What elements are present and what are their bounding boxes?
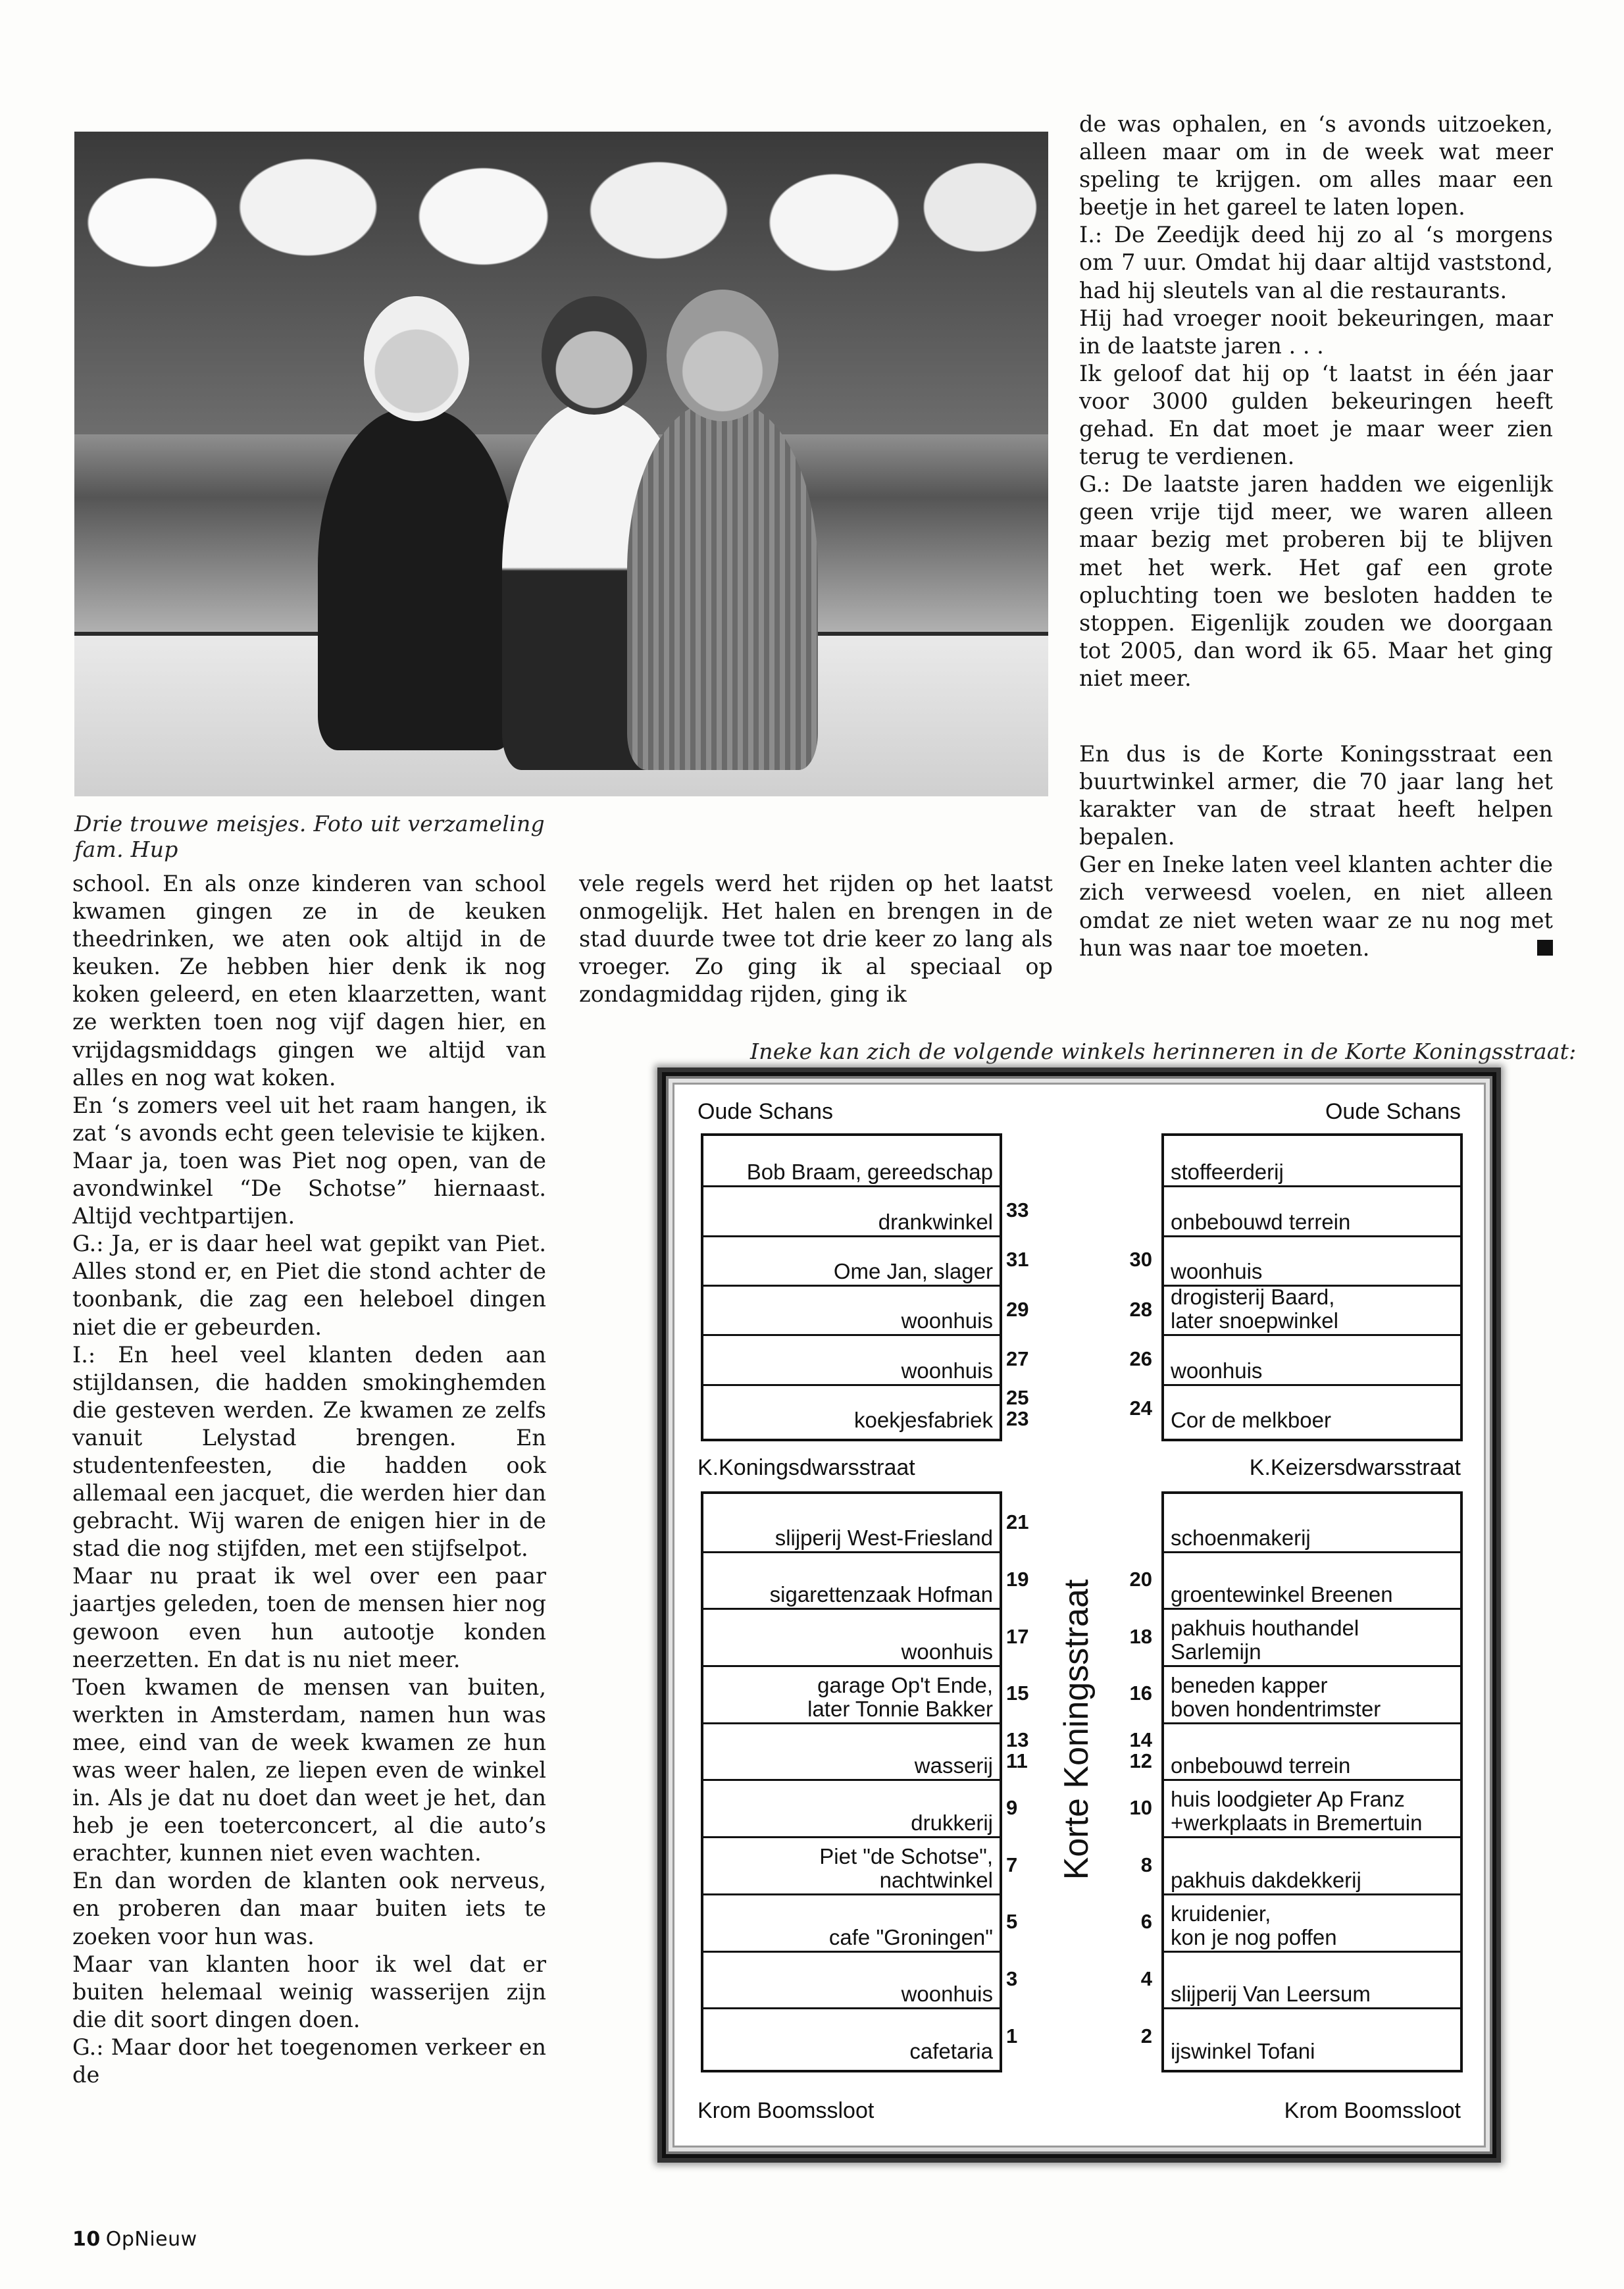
house-number: 25 23	[1006, 1386, 1029, 1431]
block-right-upper	[1161, 1133, 1463, 1441]
house-number: 7	[1006, 1853, 1018, 1876]
paragraph	[1079, 851, 1553, 962]
shop-label: kruidenier, kon je nog poffen	[1171, 1901, 1337, 1949]
shop-label: groentewinkel Breenen	[1171, 1582, 1393, 1607]
page-footer	[72, 2228, 197, 2251]
main-street-text: Korte Koningsstraat	[1057, 1579, 1096, 1880]
block-left-lower	[701, 1491, 1002, 2072]
house-number: 5	[1006, 1910, 1018, 1934]
paragraph: Maar van klanten hoor ik wel dat er buiten helemaal weinig wasserijen zijn die dit soort dingen doen.	[72, 1951, 546, 2032]
street-label-top-right: Oude Schans	[1325, 1099, 1461, 1124]
paragraph: school. En als onze kinderen van school kwamen gingen ze in de keuken theedrinken, we aten ook altijd in de keuken. Ze hebben hier denk ik nog koken geleerd, en eten klaarzetten, want ze werkten toen nog vijf dagen hier, en vrijdagsmiddags gingen we altijd van alles en nog wat koken.	[72, 871, 546, 1091]
shop-row	[703, 1951, 1000, 2010]
map-title: Ineke kan zich de volgende winkels herinneren in de Korte Koningsstraat:	[750, 1039, 1577, 1064]
shop-row	[703, 1334, 1000, 1385]
house-number: 15	[1006, 1682, 1029, 1705]
paragraph: En dus is de Korte Koningsstraat een buurtwinkel armer, die 70 jaar lang het karakter van de straat heeft helpen bepalen.	[1079, 741, 1553, 850]
shop-row	[703, 1551, 1000, 1610]
house-number: 27	[1006, 1347, 1029, 1370]
paragraph: G.: Maar door het toegenomen verkeer en de	[72, 2034, 546, 2088]
shop-label: drogisterij Baard, later snoepwinkel	[1171, 1285, 1338, 1333]
shop-row	[1164, 1608, 1460, 1667]
shop-label: pakhuis houthandel Sarlemijn	[1171, 1616, 1359, 1664]
house-number: 6	[1140, 1910, 1152, 1934]
house-number: 1	[1006, 2024, 1018, 2047]
house-number: 14 12	[1129, 1728, 1152, 1773]
house-number: 19	[1006, 1568, 1029, 1591]
shop-label: beneden kapper boven hondentrimster	[1171, 1672, 1381, 1721]
street-label-mid-left: K.Koningsdwarsstraat	[698, 1455, 915, 1480]
magazine-name: OpNieuw	[105, 2228, 197, 2251]
house-number: 31	[1006, 1248, 1029, 1272]
house-number: 29	[1006, 1297, 1029, 1321]
shop-label: woonhuis	[1171, 1358, 1263, 1383]
shop-row	[703, 1608, 1000, 1667]
shop-row	[1164, 1285, 1460, 1336]
house-number: 20	[1129, 1568, 1152, 1591]
shop-label: Cor de melkboer	[1171, 1407, 1331, 1432]
article-column-3-closing	[1079, 740, 1553, 962]
shop-label: koekjesfabriek	[854, 1407, 993, 1432]
block-left-upper	[701, 1133, 1002, 1441]
shop-label: pakhuis dakdekkerij	[1171, 1867, 1361, 1892]
shop-row	[1164, 1665, 1460, 1724]
shop-label: woonhuis	[1171, 1258, 1263, 1283]
shop-row	[703, 1836, 1000, 1895]
house-number: 9	[1006, 1795, 1018, 1819]
shop-label: garage Op't Ende, later Tonnie Bakker	[807, 1672, 993, 1721]
shop-row	[1164, 1494, 1460, 1553]
shop-row	[1164, 1722, 1460, 1782]
paragraph: vele regels werd het rijden op het laatst onmogelijk. Het halen en brengen in de stad duurde twee tot drie keer zo lang als vroeger. Zo ging ik al speciaal op zondagmiddag rijden, ging ik	[579, 871, 1053, 1008]
person-right	[627, 401, 818, 770]
house-number: 8	[1140, 1853, 1152, 1876]
head-middle	[542, 296, 647, 415]
shop-row	[703, 1722, 1000, 1782]
shop-row	[1164, 1551, 1460, 1610]
paragraph: Maar nu praat ik wel over een paar jaartjes geleden, toen de mensen hier nog gewoon even hun autootje konden neerzetten. En dat is nu niet meer.	[72, 1563, 546, 1672]
paragraph: En ‘s zomers veel uit het raam hangen, ik zat ‘s avonds echt geen televisie te kijken. Maar ja, toen was Piet nog open, van de avondwinkel “De Schotse” hiernaast. Altijd vechtpartijen.	[72, 1092, 546, 1229]
shop-label: slijperij Van Leersum	[1171, 1982, 1371, 2007]
paragraph: G.: De laatste jaren hadden we eigenlijk geen vrije tijd meer, we waren alleen maar bezig met proberen bij te blijven met het werk. Het gaf een grote opluchting toen we besloten hadden te stoppen. Eigenlijk zouden we doorgaan tot 2005, dan word ik 65. Maar het ging niet meer.	[1079, 471, 1553, 691]
shop-label: drukkerij	[911, 1811, 993, 1836]
shop-label: ijswinkel Tofani	[1171, 2038, 1315, 2063]
paragraph: de was ophalen, en ‘s avonds uitzoeken, alleen maar om in de week wat meer speling te krijgen. om alles maar een beetje in het gareel te laten lopen.	[1079, 111, 1553, 220]
shop-row	[703, 1136, 1000, 1187]
paragraph: Ik geloof dat hij op ‘t laatst in één jaar voor 3000 gulden bekeuringen heeft gehad. En dat moet je maar weer zien terug te verdienen.	[1079, 360, 1553, 470]
house-number: 24	[1129, 1397, 1152, 1420]
page-number: 10	[72, 2228, 101, 2251]
paragraph: G.: Ja, er is daar heel wat gepikt van Piet. Alles stond er, en Piet die stond achter de toonbank, die zag een heleboel dingen niet die er gebeurden.	[72, 1231, 546, 1340]
shop-label: schoenmakerij	[1171, 1525, 1311, 1550]
shop-row	[1164, 1384, 1460, 1433]
shop-row	[703, 2007, 1000, 2065]
shop-label: sigarettenzaak Hofman	[769, 1582, 993, 1607]
article-column-1	[72, 870, 546, 2089]
shop-row	[1164, 1893, 1460, 1953]
paragraph: Hij had vroeger nooit bekeuringen, maar in de laatste jaren . . .	[1079, 305, 1553, 359]
shop-label: huis loodgieter Ap Franz +werkplaats in Bremertuin	[1171, 1787, 1423, 1836]
house-number: 21	[1006, 1510, 1029, 1534]
head-right	[667, 290, 778, 421]
street-label-top-left: Oude Schans	[698, 1099, 834, 1124]
shop-label: woonhuis	[901, 1982, 993, 2007]
shop-label: Piet "de Schotse", nachtwinkel	[819, 1843, 993, 1892]
article-column-3	[1079, 111, 1553, 692]
shop-row	[1164, 2007, 1460, 2065]
street-label-mid-right: K.Keizersdwarsstraat	[1249, 1455, 1461, 1480]
shop-label: drankwinkel	[878, 1209, 993, 1234]
shop-label: slijperij West-Friesland	[774, 1525, 993, 1550]
shop-row	[1164, 1185, 1460, 1237]
paragraph-text: Ger en Ineke laten veel klanten achter die zich verweesd voelen, en niet alleen omdat ze niet weten waar ze nu nog met hun was naar toe moeten.	[1079, 852, 1553, 961]
block-right-lower	[1161, 1491, 1463, 2072]
shop-label: Ome Jan, slager	[833, 1258, 993, 1283]
shop-label: cafetaria	[909, 2038, 993, 2063]
shop-row	[703, 1235, 1000, 1287]
shop-label: onbebouwd terrein	[1171, 1753, 1351, 1778]
paragraph: I.: De Zeedijk deed hij zo al ‘s morgens om 7 uur. Omdat hij daar altijd vaststond, had hij sleutels van al die restaurants.	[1079, 222, 1553, 303]
house-number: 30	[1129, 1248, 1152, 1272]
paragraph: I.: En heel veel klanten deden aan stijldansen, die hadden smokinghemden die gesteven werden. Ze kwamen ze zelfs vanuit Lelystad brengen. En studentenfeesten, die hadden ook allemaal een jacquet, die werden hier dan gebracht. Wij waren de enigen hier in de stad die nog stijfden, met een stijfselpot.	[72, 1341, 546, 1562]
street-label-bottom-right: Krom Boomssloot	[1284, 2098, 1461, 2123]
paragraph: En dan worden de klanten ook nerveus, en proberen dan maar buiten iets te zoeken voor hun was.	[72, 1868, 546, 1949]
shop-row	[1164, 1780, 1460, 1839]
photo-caption: Drie trouwe meisjes. Foto uit verzameling fam. Hup	[74, 811, 545, 862]
house-number: 2	[1140, 2024, 1152, 2047]
house-number: 33	[1006, 1198, 1029, 1222]
house-number: 16	[1129, 1682, 1152, 1705]
house-number: 17	[1006, 1624, 1029, 1648]
shop-label: cafe "Groningen"	[828, 1924, 993, 1949]
article-column-2	[579, 870, 1053, 1008]
shop-row	[703, 1185, 1000, 1237]
shop-row	[1164, 1334, 1460, 1385]
photo	[74, 132, 1048, 796]
shop-row	[703, 1665, 1000, 1724]
shop-label: woonhuis	[901, 1358, 993, 1383]
person-left	[318, 408, 515, 750]
shop-row	[703, 1893, 1000, 1953]
shop-row	[1164, 1136, 1460, 1187]
shop-label: Bob Braam, gereedschap	[746, 1160, 993, 1185]
house-number: 28	[1129, 1297, 1152, 1321]
house-number: 3	[1006, 1967, 1018, 1990]
shop-label: onbebouwd terrein	[1171, 1209, 1351, 1234]
end-of-article-mark	[1537, 940, 1553, 956]
shop-label: wasserij	[914, 1753, 993, 1778]
shop-row	[703, 1494, 1000, 1553]
house-number: 4	[1140, 1967, 1152, 1990]
street-label-bottom-left: Krom Boomssloot	[698, 2098, 875, 2123]
shop-label: woonhuis	[901, 1639, 993, 1664]
shop-row	[1164, 1836, 1460, 1895]
house-number: 18	[1129, 1624, 1152, 1648]
house-number: 10	[1129, 1795, 1152, 1819]
shop-row	[703, 1384, 1000, 1433]
shop-row	[703, 1285, 1000, 1336]
head-left	[364, 296, 469, 421]
house-number: 13 11	[1006, 1728, 1029, 1773]
shop-row	[703, 1780, 1000, 1839]
shop-label: woonhuis	[901, 1308, 993, 1333]
main-street-label	[1050, 1579, 1103, 1880]
street-map	[674, 1085, 1484, 2146]
shop-row	[1164, 1951, 1460, 2010]
shop-label: stoffeerderij	[1171, 1160, 1284, 1185]
paragraph: Toen kwamen de mensen van buiten, werkten in Amsterdam, namen hun was mee, eind van de week kwamen ze hun was weer halen, ze liepen even de winkel in. Als je dat nu doet dan weet je het, dan heb je een toeterconcert, al die auto’s erachter, kunnen niet even wachten.	[72, 1674, 546, 1866]
house-number: 26	[1129, 1347, 1152, 1370]
shop-row	[1164, 1235, 1460, 1287]
